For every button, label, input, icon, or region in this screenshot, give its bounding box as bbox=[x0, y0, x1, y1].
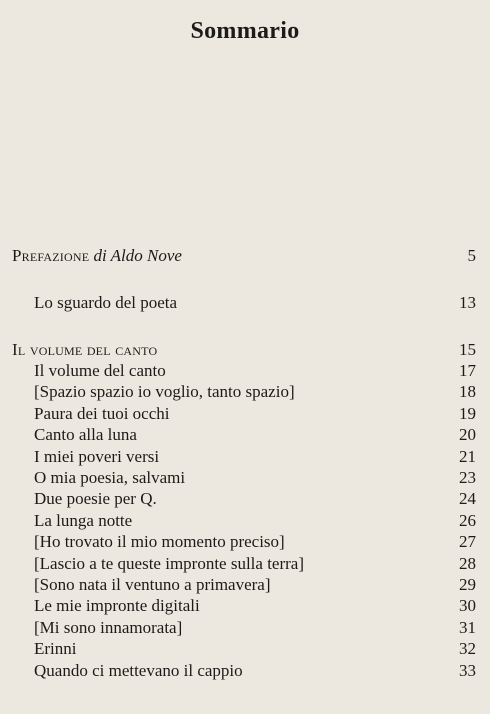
entry-page: 18 bbox=[459, 382, 476, 402]
preface-title: Prefazione bbox=[12, 246, 90, 265]
preface-author: di Aldo Nove bbox=[93, 246, 182, 265]
entry-page: 23 bbox=[459, 468, 476, 487]
entry-title: Lo sguardo del poeta bbox=[34, 293, 178, 312]
entry-title: Quando ci mettevano il cappio bbox=[34, 660, 243, 680]
entry-page: 24 bbox=[459, 489, 476, 509]
entry-title: Erinni bbox=[34, 639, 77, 659]
entry-title: Le mie impronte digitali bbox=[34, 596, 200, 616]
toc-entry bbox=[0, 381, 490, 403]
entry-title: Paura dei tuoi occhi bbox=[34, 403, 170, 423]
entry-title: [Spazio spazio io voglio, tanto spazio] bbox=[34, 382, 295, 402]
page-title: Sommario bbox=[190, 18, 300, 44]
toc-entry bbox=[0, 488, 490, 510]
preface-label bbox=[12, 245, 182, 267]
toc-entry bbox=[0, 638, 490, 660]
entry-title: La lunga notte bbox=[34, 510, 133, 530]
entry-page: 29 bbox=[459, 575, 476, 594]
entry-title: O mia poesia, salvami bbox=[34, 468, 186, 487]
toc-entry bbox=[0, 553, 490, 575]
entry-page: 33 bbox=[459, 660, 476, 680]
toc-entry bbox=[0, 467, 490, 489]
entry-title: Il volume del canto bbox=[34, 361, 166, 380]
entry-title: [Lascio a te queste impronte sulla terra] bbox=[34, 553, 304, 573]
entry-page: 13 bbox=[459, 293, 476, 312]
entry-page: 21 bbox=[459, 446, 476, 466]
toc-entry bbox=[0, 446, 490, 468]
toc-entry bbox=[0, 660, 490, 682]
toc-entry bbox=[0, 531, 490, 553]
toc-entry bbox=[0, 360, 490, 382]
toc-entry bbox=[0, 510, 490, 532]
section-page: 15 bbox=[459, 340, 476, 359]
entry-page: 26 bbox=[459, 510, 476, 530]
toc-entry bbox=[0, 424, 490, 446]
entry-title: [Sono nata il ventuno a primavera] bbox=[34, 575, 271, 594]
entry-title: [Ho trovato il mio momento preciso] bbox=[34, 532, 285, 552]
toc-preface-row bbox=[0, 245, 490, 267]
entry-title: Due poesie per Q. bbox=[34, 489, 157, 509]
preface-page: 5 bbox=[467, 246, 476, 265]
entry-page: 32 bbox=[459, 639, 476, 659]
entry-page: 27 bbox=[459, 532, 476, 552]
entry-title: [Mi sono innamorata] bbox=[34, 617, 183, 637]
toc-entry bbox=[0, 403, 490, 425]
entry-title: I miei poveri versi bbox=[34, 446, 160, 466]
toc-entry bbox=[0, 574, 490, 596]
entry-page: 30 bbox=[459, 596, 476, 616]
toc-entry bbox=[0, 292, 490, 314]
entry-page: 17 bbox=[459, 361, 476, 380]
toc-entry bbox=[0, 595, 490, 617]
entry-page: 31 bbox=[459, 617, 476, 637]
entry-title: Canto alla luna bbox=[34, 425, 137, 445]
entry-page: 20 bbox=[459, 425, 476, 445]
entry-page: 19 bbox=[459, 403, 476, 423]
toc-entry bbox=[0, 617, 490, 639]
entry-page: 28 bbox=[459, 553, 476, 573]
section-title: Il volume del canto bbox=[12, 340, 158, 359]
toc-section-row bbox=[0, 339, 490, 361]
